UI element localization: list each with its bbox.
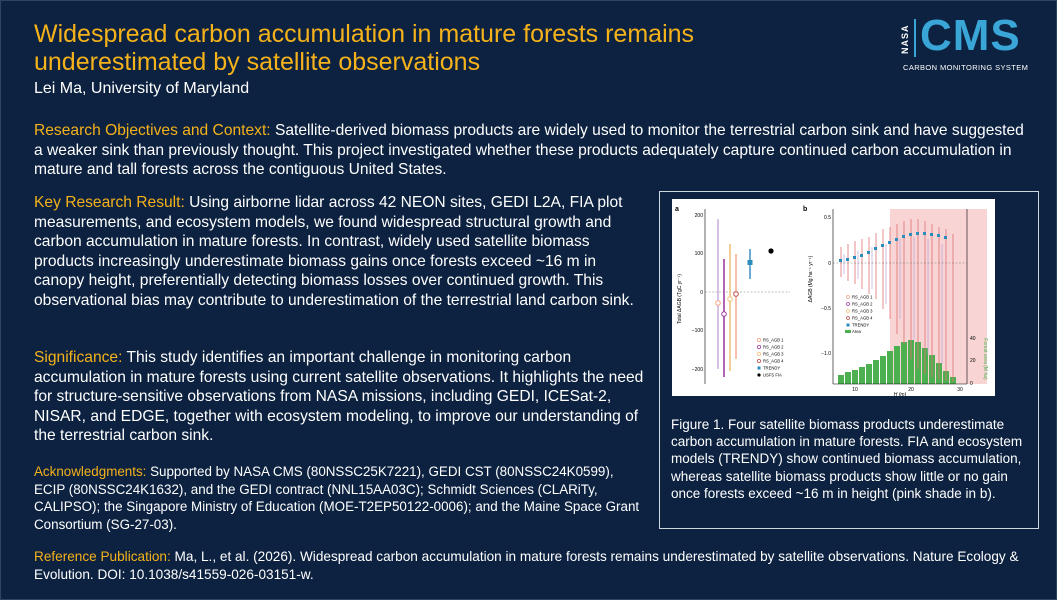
area-bar <box>873 360 879 384</box>
author-line: Lei Ma, University of Maryland <box>34 80 250 97</box>
panel-a-ylabel: Total ΔAGB (TgC yr⁻¹) <box>677 274 683 324</box>
area-bar <box>838 375 844 384</box>
panel-b-legend-marker <box>847 310 850 313</box>
objectives-label: Research Objectives and Context: <box>34 122 271 139</box>
reference-label: Reference Publication: <box>34 549 171 564</box>
panel-a-point-rs2 <box>722 312 727 317</box>
panel-a-ytick: 200 <box>694 213 703 219</box>
panel-a-point-rs3 <box>728 297 733 302</box>
panel-b-y2tick: 0 <box>970 381 973 387</box>
panel-a-legend-marker <box>757 352 760 355</box>
panel-a-point-trendy <box>748 260 753 265</box>
panel-b-label: b <box>803 206 808 213</box>
panel-b-legend-marker <box>847 324 850 327</box>
panel-b-legend-item: Area <box>852 329 861 334</box>
area-bar <box>880 356 886 384</box>
acknowledgments-text: Supported by NASA CMS (80NSSC25K7221), GEDI CST (80NSSC24K0599), ECIP (80NSSC24K1632), and the GEDI contract (NNL15AA03C); Schmidt Sciences (CLARiTy, CALIPSO); the Singapore Ministry of Education (MOE-T2EP50122-0006); and the Maine Space Grant Consortium (SG-27-03). <box>34 464 640 532</box>
panel-b-y2label: Forest area (M ha) <box>982 338 988 380</box>
slide-title: Widespread carbon accumulation in mature forests remains underestimated by satellite observations <box>34 20 695 76</box>
significance-paragraph <box>34 348 644 446</box>
panel-a-label: a <box>675 206 679 213</box>
panel-a-legend-marker <box>757 373 760 376</box>
objectives-text: Satellite-derived biomass products are widely used to monitor the terrestrial carbon sink and have suggested a weaker sink than previously thought. This project investigated whether these products adequately capture continued carbon accumulation in mature and tall forests across the contiguous United States. <box>34 122 1024 178</box>
result-paragraph <box>34 193 644 310</box>
panel-b-ylabel: ΔAGB (Mg ha⁻¹ yr⁻¹) <box>808 255 814 303</box>
logo-subtitle: CARBON MONITORING SYSTEM <box>903 63 1029 72</box>
reference-paragraph <box>34 548 1034 584</box>
result-label: Key Research Result: <box>34 194 185 211</box>
logo-divider <box>914 19 916 57</box>
panel-a-legend-marker <box>758 367 761 370</box>
panel-b-y2tick: 40 <box>970 336 976 342</box>
area-bar <box>866 364 872 384</box>
panel-a-point-rs1 <box>716 301 721 306</box>
acknowledgments-paragraph <box>34 463 644 533</box>
panel-a-legend-marker <box>757 345 760 348</box>
panel-b-legend-marker <box>847 303 850 306</box>
panel-b-legend-item: RS_AGB 3 <box>852 308 873 314</box>
panel-a-legend-item: RS_AGB 4 <box>763 358 784 364</box>
area-bar <box>887 351 893 384</box>
panel-a-ytick: −200 <box>691 367 703 373</box>
panel-a-ytick: 100 <box>694 251 703 257</box>
panel-a-point-fia <box>768 248 773 253</box>
panel-b-ytick: −0.5 <box>821 306 831 312</box>
panel-a-legend-item: RS_AGB 1 <box>763 337 784 343</box>
panel-a-legend-item: USFS FIA <box>763 372 782 378</box>
panel-b-legend-marker <box>845 330 851 333</box>
panel-b-legend-item: TRENDY <box>852 322 870 328</box>
panel-b-legend-item: RS_AGB 2 <box>852 301 873 307</box>
panel-b-y2tick: 20 <box>970 358 976 364</box>
panel-b-xlabel: H (m) <box>893 392 907 396</box>
figure-caption: Figure 1. Four satellite biomass products underestimate carbon accumulation in mature forests. FIA and ecosystem models (TRENDY) show continued biomass accumulation, whereas satellite biomass products show little or no gain once forests exceed ~16 m in height (pink shade in b). <box>671 417 1023 501</box>
panel-b-ytick: 0 <box>828 261 831 267</box>
panel-b-legend-item: RS_AGB 4 <box>852 315 873 321</box>
logo-cms-text: CMS <box>920 11 1021 60</box>
panel-b-ytick: 0.5 <box>824 215 831 221</box>
panel-b-legend-item: RS_AGB 1 <box>852 294 873 300</box>
significance-text: This study identifies an important challenge in monitoring carbon accumulation in mature forests using current satellite observations. It highlights the need for structure-sensitive observations from NASA missions, including GEDI, ICESat-2, NISAR, and EDGE, together with ecosystem modeling, to improve our understanding of the terrestrial carbon sink. <box>34 349 644 444</box>
panel-a-legend-item: RS_AGB 2 <box>763 344 784 350</box>
panel-b-xtick: 10 <box>852 387 858 393</box>
reference-text: Ma, L., et al. (2026). Widespread carbon accumulation in mature forests remains underestimated by satellite observations. Nature Ecology & Evolution. DOI: 10.1038/s41559-026-03151-w. <box>34 549 1019 582</box>
panel-a-ytick: −100 <box>691 328 703 334</box>
panel-a-legend-item: RS_AGB 3 <box>763 351 784 357</box>
area-bar <box>845 372 851 384</box>
figure-image <box>672 199 995 396</box>
area-bar <box>901 342 907 384</box>
result-text: Using airborne lidar across 42 NEON sites, GEDI L2A, FIA plot measurements, and ecosystem models, we found widespread structural growth and carbon accumulation in mature forests. In contrast, widely used satellite biomass products increasingly underestimate biomass gains once forests exceed ~16 m in canopy height, preferentially detecting biomass losses over continued growth. This observational bias may contribute to underestimation of the terrestrial land carbon sink. <box>34 194 634 309</box>
panel-a-legend-item: TRENDY <box>763 365 781 371</box>
figure-svg <box>672 199 995 396</box>
logo-nasa-text: NASA <box>900 24 910 54</box>
panel-b-ytick: −1.0 <box>821 351 831 357</box>
acknowledgments-label: Acknowledgments: <box>34 464 147 479</box>
significance-label: Significance: <box>34 349 123 366</box>
panel-a-point-rs4 <box>734 292 739 297</box>
panel-a-legend-marker <box>757 359 760 362</box>
panel-b-legend-marker <box>847 296 850 299</box>
panel-a-legend-marker <box>757 338 760 341</box>
panel-b-xtick: 20 <box>908 387 914 393</box>
panel-b-xtick: 30 <box>957 387 963 393</box>
nasa-cms-logo <box>900 11 1040 75</box>
area-bar <box>894 346 900 384</box>
area-bar <box>852 370 858 384</box>
panel-a-ytick: 0 <box>700 290 703 296</box>
panel-b-legend-marker <box>847 317 850 320</box>
objectives-paragraph <box>34 121 1024 180</box>
area-bar <box>859 367 865 384</box>
